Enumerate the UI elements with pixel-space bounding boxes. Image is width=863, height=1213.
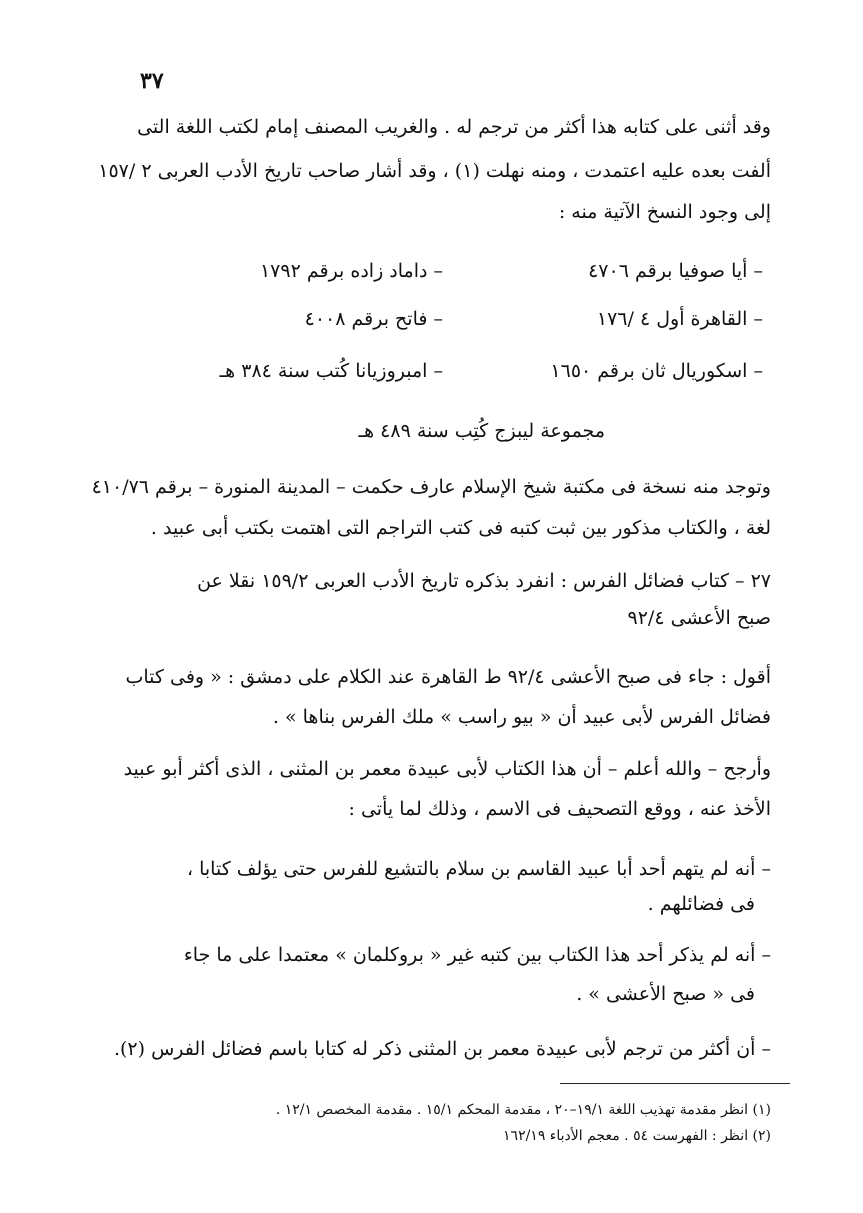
intro-line: وقد أثنى على كتابه هذا أكثر من ترجم له . والغريب المصنف إمام لكتب اللغة التى <box>137 116 771 138</box>
page-number: ٣٧ <box>140 68 164 94</box>
footnote: (٢) انظر : الفهرست ٥٤ . معجم الأدباء ١٦٢/١٩ <box>503 1128 771 1144</box>
manuscript-entry: – فاتح برقم ٤٠٠٨ <box>304 308 443 330</box>
paragraph-line: وأرجح – والله أعلم – أن هذا الكتاب لأبى عبيدة معمر بن المثنى ، الذى أكثر أبو عبيد <box>123 758 771 780</box>
intro-line: ألفت بعده عليه اعتمدت ، ومنه نهلت (١) ، وقد أشار صاحب تاريخ الأدب العربى ٢ /١٥٧ <box>98 160 771 182</box>
paragraph-line: الأخذ عنه ، ووقع التصحيف فى الاسم ، وذلك لما يأتى : <box>348 798 771 820</box>
entry-27-line: ٢٧ – كتاب فضائل الفرس : انفرد بذكره تاريخ الأدب العربى ١٥٩/٢ نقلا عن <box>197 570 771 592</box>
manuscript-entry: – أيا صوفيا برقم ٤٧٠٦ <box>588 260 763 282</box>
paragraph-line: لغة ، والكتاب مذكور بين ثبت كتبه فى كتب التراجم التى اهتمت بكتب أبى عبيد . <box>150 517 771 539</box>
paragraph-line: أقول : جاء فى صبح الأعشى ٩٢/٤ ط القاهرة عند الكلام على دمشق : « وفى كتاب <box>125 666 771 688</box>
reason-line: فى فضائلهم . <box>647 893 755 915</box>
footnote: (١) انظر مقدمة تهذيب اللغة ١٩/١–٢٠ ، مقدمة المحكم ١٥/١ . مقدمة المخصص ١٢/١ . <box>275 1102 771 1118</box>
footnote-divider <box>560 1083 790 1084</box>
paragraph-line: وتوجد منه نسخة فى مكتبة شيخ الإسلام عارف حكمت – المدينة المنورة – برقم ٤١٠/٧٦ <box>91 476 771 498</box>
reason-line: – أن أكثر من ترجم لأبى عبيدة معمر بن المثنى ذكر له كتابا باسم فضائل الفرس (٢). <box>113 1038 771 1060</box>
reason-line: فى « صبح الأعشى » . <box>576 983 755 1005</box>
manuscript-entry: مجموعة ليبزج كُتِب سنة ٤٨٩ هـ <box>358 420 605 442</box>
manuscript-entry: – داماد زاده برقم ١٧٩٢ <box>259 260 443 282</box>
reason-line: – أنه لم يذكر أحد هذا الكتاب بين كتبه غير « بروكلمان » معتمدا على ما جاء <box>183 944 771 966</box>
manuscript-entry: – اسكوريال ثان برقم ١٦٥٠ <box>550 360 763 382</box>
intro-line: إلى وجود النسخ الآتية منه : <box>558 201 771 223</box>
paragraph-line: فضائل الفرس لأبى عبيد أن « بيو راسب » ملك الفرس بناها » . <box>272 706 771 728</box>
manuscript-entry: – امبروزيانا كُتب سنة ٣٨٤ هـ <box>219 360 443 382</box>
reason-line: – أنه لم يتهم أحد أبا عبيد القاسم بن سلام بالتشيع للفرس حتى يؤلف كتابا ، <box>186 858 771 880</box>
entry-27-line: صبح الأعشى ٩٢/٤ <box>627 607 771 629</box>
manuscript-entry: – القاهرة أول ٤ /١٧٦ <box>596 308 763 330</box>
